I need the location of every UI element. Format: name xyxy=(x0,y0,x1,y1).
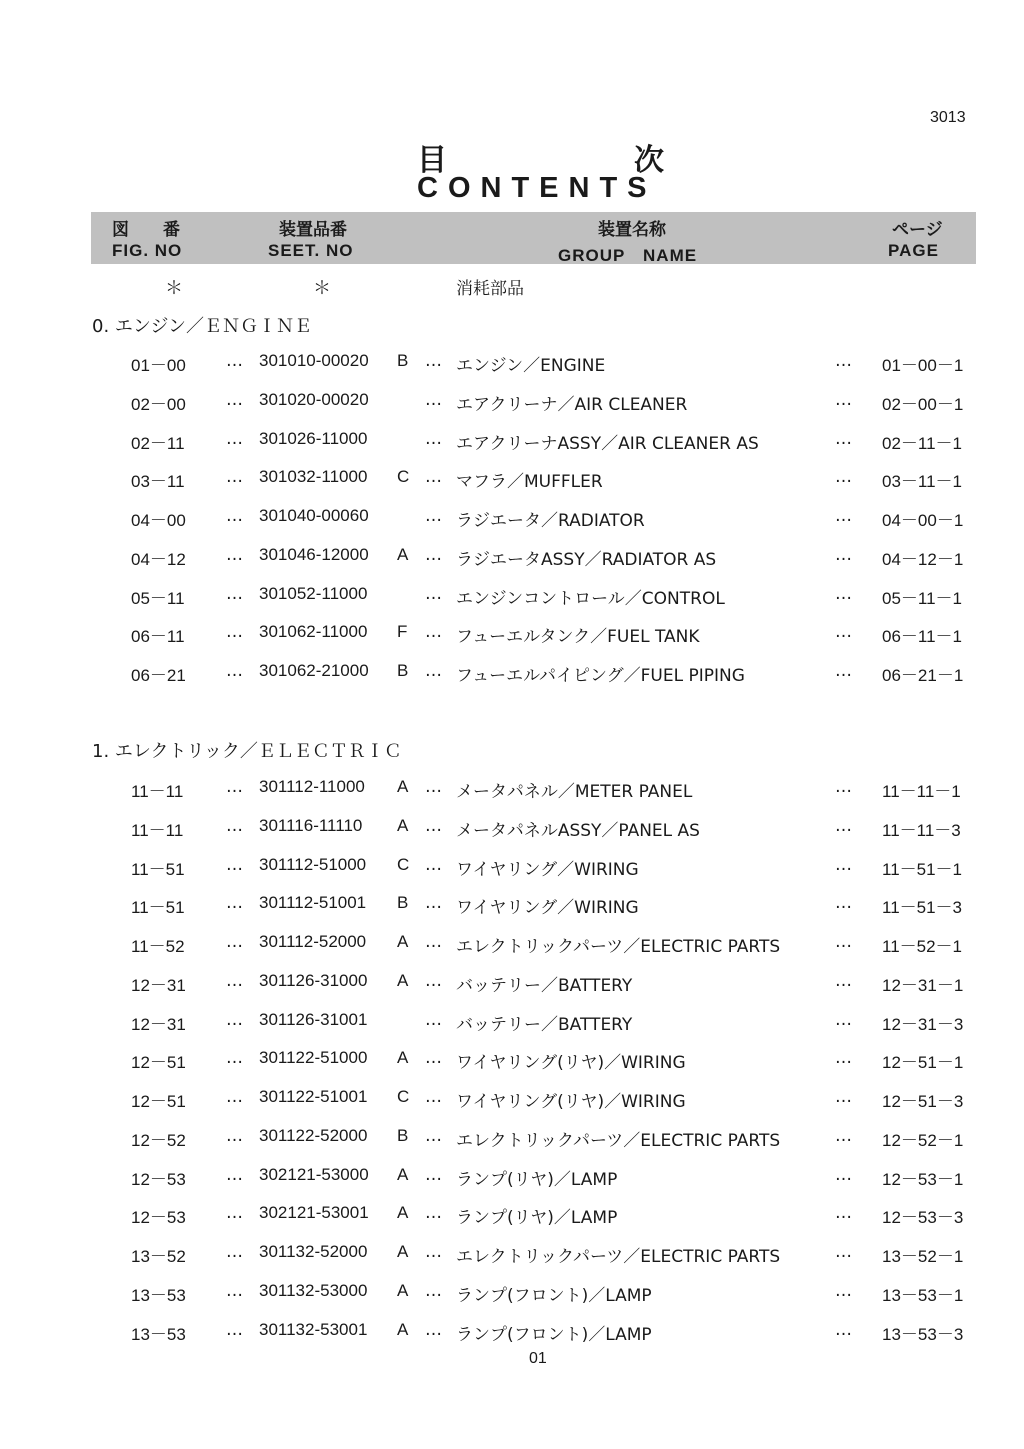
group-name: エレクトリックパーツ／ELECTRIC PARTS xyxy=(456,1247,781,1267)
leader-dots: … xyxy=(835,1009,852,1030)
consumables-fig: ＊ xyxy=(165,278,183,299)
fig-number: 13－52 xyxy=(131,1247,186,1266)
fig-number: 12－52 xyxy=(131,1130,186,1150)
leader-dots: … xyxy=(835,970,852,991)
fig-number: 02－11 xyxy=(131,433,185,453)
leader-dots: … xyxy=(425,1009,442,1030)
leader-dots: … xyxy=(226,893,243,914)
fig-number: 11－51 xyxy=(131,898,185,918)
header-seet-en: SEET. NO xyxy=(268,241,354,260)
revision-letter: A xyxy=(397,544,409,564)
fig-number: 11－11 xyxy=(131,782,184,801)
page-ref: 12－51－3 xyxy=(882,1092,964,1111)
page-ref: 12－31－3 xyxy=(882,1014,964,1034)
page-ref: 06－21－1 xyxy=(882,666,964,685)
leader-dots: … xyxy=(226,1164,243,1185)
leader-dots: … xyxy=(226,544,243,565)
revision-letter: A xyxy=(397,1048,409,1068)
revision-letter: C xyxy=(397,467,410,487)
group-name: エレクトリックパーツ／ELECTRIC PARTS xyxy=(456,937,781,957)
leader-dots: … xyxy=(835,389,852,410)
leader-dots: … xyxy=(835,1087,852,1107)
leader-dots: … xyxy=(425,351,442,371)
leader-dots: … xyxy=(425,389,442,410)
leader-dots: … xyxy=(226,1048,243,1069)
table-header-bar xyxy=(91,212,976,264)
leader-dots: … xyxy=(226,970,243,991)
seet-number: 301132-53000 xyxy=(259,1280,368,1300)
seet-number: 301040-00060 xyxy=(259,506,369,525)
leader-dots: … xyxy=(835,428,852,449)
leader-dots: … xyxy=(425,506,442,526)
page-ref: 11－11－1 xyxy=(882,782,961,801)
seet-number: 301026-11000 xyxy=(259,428,368,448)
page-ref: 11－51－1 xyxy=(882,859,963,879)
title-jp-1: 目 xyxy=(417,143,447,178)
group-name: ランプ(リヤ)／LAMP xyxy=(456,1208,618,1229)
seet-number: 301062-21000 xyxy=(259,661,369,680)
header-fig-en: FIG. NO xyxy=(112,241,183,260)
group-name: エンジンコントロール／CONTROL xyxy=(456,588,725,609)
section-heading-electric: 1. エレクトリック／ＥＬＥＣＴＲＩＣ xyxy=(92,741,402,762)
seet-number: 301116-11110 xyxy=(259,815,363,835)
leader-dots: … xyxy=(425,1280,442,1301)
leader-dots: … xyxy=(835,815,852,836)
leader-dots: … xyxy=(835,1242,852,1262)
leader-dots: … xyxy=(835,1125,852,1146)
revision-letter: A xyxy=(397,1164,409,1184)
seet-number: 301126-31001 xyxy=(259,1009,368,1029)
page-ref: 11－11－3 xyxy=(882,820,961,840)
revision-letter: C xyxy=(397,1087,410,1106)
fig-number: 12－53 xyxy=(131,1208,186,1228)
leader-dots: … xyxy=(226,622,243,643)
group-name: マフラ／MUFFLER xyxy=(456,472,603,493)
leader-dots: … xyxy=(835,1280,852,1301)
revision-letter: A xyxy=(397,1319,409,1339)
fig-number: 12－53 xyxy=(131,1169,186,1189)
fig-number: 02－00 xyxy=(131,394,186,414)
group-name: ワイヤリング／WIRING xyxy=(456,898,639,919)
leader-dots: … xyxy=(425,467,442,488)
leader-dots: … xyxy=(425,777,442,797)
revision-letter: F xyxy=(397,622,408,642)
page-ref: 05－11－1 xyxy=(882,588,963,608)
seet-number: 301010-00020 xyxy=(259,351,369,370)
page-ref: 04－00－1 xyxy=(882,511,964,530)
leader-dots: … xyxy=(226,854,243,875)
page-ref: 13－53－1 xyxy=(882,1285,964,1305)
page-ref: 04－12－1 xyxy=(882,549,964,569)
group-name: エンジン／ENGINE xyxy=(456,356,606,376)
leader-dots: … xyxy=(425,1242,442,1262)
leader-dots: … xyxy=(226,506,243,526)
group-name: ランプ(フロント)／LAMP xyxy=(456,1324,652,1345)
leader-dots: … xyxy=(425,661,442,681)
leader-dots: … xyxy=(226,428,243,449)
leader-dots: … xyxy=(226,1203,243,1224)
seet-number: 302121-53001 xyxy=(259,1203,369,1223)
header-page-jp: ページ xyxy=(892,220,943,240)
document-number: 3013 xyxy=(930,109,966,126)
leader-dots: … xyxy=(425,815,442,836)
leader-dots: … xyxy=(226,389,243,410)
fig-number: 01－00 xyxy=(131,356,186,375)
seet-number: 301020-00020 xyxy=(259,389,369,409)
fig-number: 04－12 xyxy=(131,549,186,569)
fig-number: 12－31 xyxy=(131,975,186,995)
page-ref: 01－00－1 xyxy=(882,356,964,375)
leader-dots: … xyxy=(425,1087,442,1107)
section-heading-engine: 0. エンジン／ＥＮＧＩＮＥ xyxy=(92,316,312,337)
leader-dots: … xyxy=(226,661,243,681)
seet-number: 301112-52000 xyxy=(259,932,367,951)
revision-letter: A xyxy=(397,1203,409,1223)
leader-dots: … xyxy=(835,583,852,604)
revision-letter: B xyxy=(397,661,409,680)
fig-number: 06－11 xyxy=(131,627,185,647)
page-ref: 13－53－3 xyxy=(882,1324,964,1344)
group-name: エアクリーナASSY／AIR CLEANER AS xyxy=(456,433,759,454)
leader-dots: … xyxy=(425,893,442,914)
consumables-name: 消耗部品 xyxy=(456,279,524,299)
leader-dots: … xyxy=(835,622,852,643)
revision-letter: B xyxy=(397,351,409,370)
leader-dots: … xyxy=(835,1048,852,1069)
seet-number: 301052-11000 xyxy=(259,583,368,603)
leader-dots: … xyxy=(226,815,243,836)
leader-dots: … xyxy=(835,544,852,565)
leader-dots: … xyxy=(835,1319,852,1340)
fig-number: 03－11 xyxy=(131,472,185,492)
group-name: ランプ(フロント)／LAMP xyxy=(456,1285,652,1306)
seet-number: 301122-51000 xyxy=(259,1048,368,1068)
revision-letter: A xyxy=(397,1242,409,1261)
revision-letter: A xyxy=(397,815,409,835)
consumables-seet: ＊ xyxy=(313,278,331,299)
seet-number: 301122-51001 xyxy=(259,1087,368,1106)
revision-letter: C xyxy=(397,854,410,874)
header-group-jp: 装置名称 xyxy=(598,220,666,240)
leader-dots: … xyxy=(425,583,442,604)
seet-number: 301132-52000 xyxy=(259,1242,368,1261)
group-name: フューエルタンク／FUEL TANK xyxy=(456,627,700,648)
leader-dots: … xyxy=(226,1242,243,1262)
revision-letter: A xyxy=(397,777,409,796)
title-en: CONTENTS xyxy=(417,172,657,204)
leader-dots: … xyxy=(425,1164,442,1185)
revision-letter: A xyxy=(397,1280,409,1300)
leader-dots: … xyxy=(425,544,442,565)
fig-number: 06－21 xyxy=(131,666,186,685)
fig-number: 13－53 xyxy=(131,1285,186,1305)
fig-number: 12－51 xyxy=(131,1053,186,1073)
page-ref: 11－51－3 xyxy=(882,898,963,918)
leader-dots: … xyxy=(226,467,243,488)
page-ref: 11－52－1 xyxy=(882,937,963,956)
leader-dots: … xyxy=(226,583,243,604)
seet-number: 302121-53000 xyxy=(259,1164,369,1184)
leader-dots: … xyxy=(425,1125,442,1146)
page-ref: 13－52－1 xyxy=(882,1247,964,1266)
group-name: ランプ(リヤ)／LAMP xyxy=(456,1169,618,1190)
leader-dots: … xyxy=(835,1164,852,1185)
seet-number: 301132-53001 xyxy=(259,1319,368,1339)
group-name: メータパネル／METER PANEL xyxy=(456,782,693,802)
group-name: メータパネルASSY／PANEL AS xyxy=(456,820,700,841)
leader-dots: … xyxy=(226,1087,243,1107)
fig-number: 11－51 xyxy=(131,859,185,879)
leader-dots: … xyxy=(425,970,442,991)
header-seet-jp: 装置品番 xyxy=(279,220,347,240)
group-name: ラジエータASSY／RADIATOR AS xyxy=(456,549,717,570)
group-name: ワイヤリング(リヤ)／WIRING xyxy=(456,1092,686,1112)
revision-letter: A xyxy=(397,932,409,951)
fig-number: 11－11 xyxy=(131,820,184,840)
revision-letter: A xyxy=(397,970,409,990)
group-name: エアクリーナ／AIR CLEANER xyxy=(456,394,688,415)
seet-number: 301062-11000 xyxy=(259,622,368,642)
page-ref: 12－53－1 xyxy=(882,1169,964,1189)
leader-dots: … xyxy=(425,932,442,952)
page-ref: 12－31－1 xyxy=(882,975,964,995)
leader-dots: … xyxy=(226,1280,243,1301)
page-ref: 02－11－1 xyxy=(882,433,963,453)
leader-dots: … xyxy=(425,622,442,643)
seet-number: 301112-51001 xyxy=(259,893,367,913)
leader-dots: … xyxy=(835,467,852,488)
fig-number: 13－53 xyxy=(131,1324,186,1344)
group-name: フューエルパイピング／FUEL PIPING xyxy=(456,666,745,686)
leader-dots: … xyxy=(835,1203,852,1224)
group-name: バッテリー／BATTERY xyxy=(456,975,633,996)
header-page-en: PAGE xyxy=(888,241,939,260)
leader-dots: … xyxy=(425,428,442,449)
page-ref: 12－52－1 xyxy=(882,1130,964,1150)
leader-dots: … xyxy=(226,351,243,371)
group-name: ラジエータ／RADIATOR xyxy=(456,511,645,531)
seet-number: 301032-11000 xyxy=(259,467,368,487)
leader-dots: … xyxy=(425,1319,442,1340)
fig-number: 11－52 xyxy=(131,937,185,956)
title-jp-2: 次 xyxy=(634,143,664,178)
leader-dots: … xyxy=(425,854,442,875)
seet-number: 301112-51000 xyxy=(259,854,367,874)
leader-dots: … xyxy=(835,932,852,952)
group-name: ワイヤリング(リヤ)／WIRING xyxy=(456,1053,686,1074)
leader-dots: … xyxy=(425,1048,442,1069)
fig-number: 04－00 xyxy=(131,511,186,530)
group-name: ワイヤリング／WIRING xyxy=(456,859,639,880)
page-ref: 06－11－1 xyxy=(882,627,963,647)
fig-number: 05－11 xyxy=(131,588,185,608)
revision-letter: B xyxy=(397,893,409,913)
seet-number: 301126-31000 xyxy=(259,970,368,990)
seet-number: 301046-12000 xyxy=(259,544,369,564)
leader-dots: … xyxy=(226,777,243,797)
page-number: 01 xyxy=(529,1350,547,1367)
seet-number: 301122-52000 xyxy=(259,1125,368,1145)
page-ref: 12－51－1 xyxy=(882,1053,964,1073)
leader-dots: … xyxy=(226,1125,243,1146)
header-fig-jp: 図 番 xyxy=(112,220,180,240)
leader-dots: … xyxy=(425,1203,442,1224)
leader-dots: … xyxy=(226,1319,243,1340)
page-ref: 12－53－3 xyxy=(882,1208,964,1228)
group-name: バッテリー／BATTERY xyxy=(456,1014,633,1035)
seet-number: 301112-11000 xyxy=(259,777,365,796)
leader-dots: … xyxy=(835,506,852,526)
fig-number: 12－51 xyxy=(131,1092,186,1111)
group-name: エレクトリックパーツ／ELECTRIC PARTS xyxy=(456,1130,781,1151)
page-ref: 03－11－1 xyxy=(882,472,963,492)
fig-number: 12－31 xyxy=(131,1014,186,1034)
leader-dots: … xyxy=(835,893,852,914)
leader-dots: … xyxy=(226,932,243,952)
leader-dots: … xyxy=(835,661,852,681)
leader-dots: … xyxy=(835,351,852,371)
leader-dots: … xyxy=(835,854,852,875)
leader-dots: … xyxy=(226,1009,243,1030)
leader-dots: … xyxy=(835,777,852,797)
header-group-en: GROUP NAME xyxy=(558,246,698,265)
revision-letter: B xyxy=(397,1125,409,1145)
page-ref: 02－00－1 xyxy=(882,394,964,414)
